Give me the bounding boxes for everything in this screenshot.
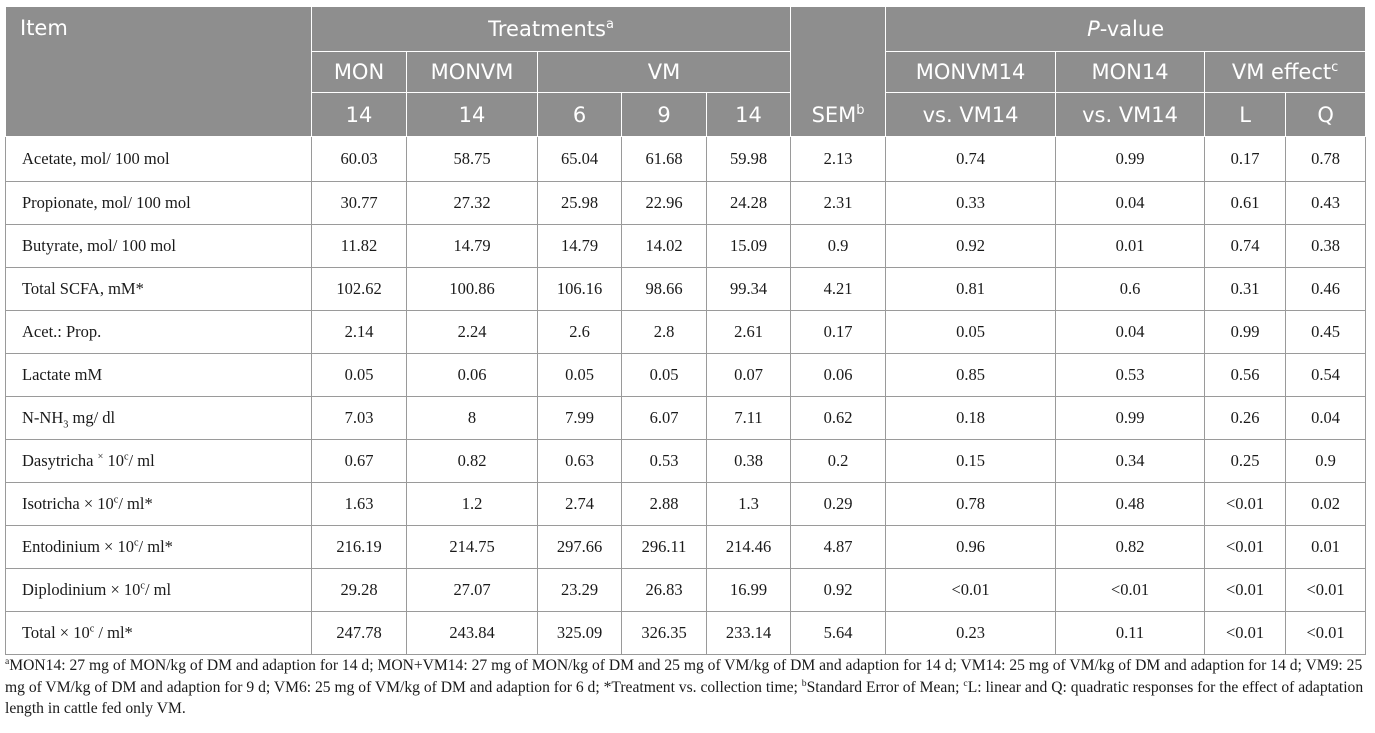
header-monvm14-vs: MONVM14 <box>886 52 1056 93</box>
table-cell: 214.46 <box>707 526 791 569</box>
row-label: Acetate, mol/ 100 mol <box>6 137 312 182</box>
table-cell: 325.09 <box>538 612 622 655</box>
table-cell: 2.74 <box>538 483 622 526</box>
table-cell: 7.11 <box>707 397 791 440</box>
table-cell: 14.79 <box>538 225 622 268</box>
header-monvm: MONVM <box>407 52 538 93</box>
table-row <box>6 311 1366 354</box>
row-label: Dasytricha × 10$^c$/ ml <box>6 440 312 483</box>
table-cell: 0.54 <box>1286 354 1366 397</box>
table-cell: 0.05 <box>538 354 622 397</box>
table-cell: 2.31 <box>791 182 886 225</box>
table-header <box>6 7 1366 137</box>
header-vm14: 14 <box>707 93 791 137</box>
table-cell: <0.01 <box>1286 612 1366 655</box>
table-cell: 0.2 <box>791 440 886 483</box>
table-cell: 1.63 <box>312 483 407 526</box>
table-cell: 0.23 <box>886 612 1056 655</box>
table-cell: 24.28 <box>707 182 791 225</box>
header-mon14-vs-line2: vs. VM14 <box>1056 93 1205 137</box>
table-cell: 0.53 <box>1056 354 1205 397</box>
table-cell: <0.01 <box>1286 569 1366 612</box>
row-label: Total × $10^c / ml*$ <box>6 612 312 655</box>
table-cell: 1.2 <box>407 483 538 526</box>
table-cell: 23.29 <box>538 569 622 612</box>
table-cell: 60.03 <box>312 137 407 182</box>
table-cell: 0.01 <box>1286 526 1366 569</box>
table-row <box>6 268 1366 311</box>
table-cell: 0.45 <box>1286 311 1366 354</box>
header-monvm14: 14 <box>407 93 538 137</box>
table-cell: 2.14 <box>312 311 407 354</box>
table-cell: 7.03 <box>312 397 407 440</box>
table-cell: 7.99 <box>538 397 622 440</box>
table-cell: 4.87 <box>791 526 886 569</box>
table-cell: 0.34 <box>1056 440 1205 483</box>
row-label: Entodinium × $10^c/$ ml* <box>6 526 312 569</box>
table-cell: 14.02 <box>622 225 707 268</box>
table-row <box>6 526 1366 569</box>
table-cell: 247.78 <box>312 612 407 655</box>
table-cell: 100.86 <box>407 268 538 311</box>
table-cell: 0.74 <box>886 137 1056 182</box>
row-label: Isotricha × $10^c/$ ml* <box>6 483 312 526</box>
table-row <box>6 569 1366 612</box>
header-mon14-vs: MON14 <box>1056 52 1205 93</box>
table-cell: 25.98 <box>538 182 622 225</box>
table-row <box>6 483 1366 526</box>
header-quadratic: Q <box>1286 93 1366 137</box>
table-cell: 11.82 <box>312 225 407 268</box>
header-monvm14-vs-line2: vs. VM14 <box>886 93 1056 137</box>
header-mon: MON <box>312 52 407 93</box>
table-cell: 29.28 <box>312 569 407 612</box>
results-table <box>5 6 1366 655</box>
row-label: Diplodinium × $10^c/$ ml <box>6 569 312 612</box>
table-cell: <0.01 <box>1205 569 1286 612</box>
table-cell: 27.07 <box>407 569 538 612</box>
table-cell: 0.46 <box>1286 268 1366 311</box>
table-cell: 0.6 <box>1056 268 1205 311</box>
table-cell: 22.96 <box>622 182 707 225</box>
table-cell: 15.09 <box>707 225 791 268</box>
table-cell: 0.99 <box>1205 311 1286 354</box>
table-cell: 16.99 <box>707 569 791 612</box>
table-cell: <0.01 <box>1056 569 1205 612</box>
row-label: Acet.: Prop. <box>6 311 312 354</box>
table-cell: 2.8 <box>622 311 707 354</box>
header-item: Item <box>6 7 312 137</box>
table-cell: 0.05 <box>622 354 707 397</box>
table-row <box>6 440 1366 483</box>
header-mon14: 14 <box>312 93 407 137</box>
table-cell: <0.01 <box>1205 526 1286 569</box>
table-cell: 0.38 <box>707 440 791 483</box>
table-row <box>6 225 1366 268</box>
table-cell: 0.74 <box>1205 225 1286 268</box>
table-cell: 106.16 <box>538 268 622 311</box>
header-vm6: 6 <box>538 93 622 137</box>
table-footnote: $^a$MON14: 27 mg of MON/kg of DM and adaption for 14 d; MON+VM14: 27 mg of MON/kg of DM and 25 mg of VM/kg of DM and adaption for 14 d; VM14: 25 mg of VM/kg of DM and adaption for 14 d; VM9: 25 mg of VM/kg of DM and adaption for 9 d; VM6: 25 mg of VM/kg of DM and adaption for 6 d; *Treatment vs. collection time; $^b$Standard Error of Mean; $^c$L: linear and Q: quadratic responses for the effect of adaptation length in cattle fed only VM. <box>5 655 1364 717</box>
table-cell: <0.01 <box>1205 483 1286 526</box>
table-cell: 0.25 <box>1205 440 1286 483</box>
table-cell: 0.61 <box>1205 182 1286 225</box>
table-cell: 0.99 <box>1056 397 1205 440</box>
table-cell: 0.38 <box>1286 225 1366 268</box>
table-cell: 0.17 <box>1205 137 1286 182</box>
table-row <box>6 397 1366 440</box>
table-cell: 0.96 <box>886 526 1056 569</box>
table-cell: 8 <box>407 397 538 440</box>
table-cell: 0.48 <box>1056 483 1205 526</box>
header-vm: VM <box>538 52 791 93</box>
table-cell: 0.63 <box>538 440 622 483</box>
table-row <box>6 182 1366 225</box>
table-cell: 0.02 <box>1286 483 1366 526</box>
table-cell: 0.85 <box>886 354 1056 397</box>
table-cell: 0.33 <box>886 182 1056 225</box>
header-vm9: 9 <box>622 93 707 137</box>
table-cell: <0.01 <box>886 569 1056 612</box>
table-cell: 0.01 <box>1056 225 1205 268</box>
table-cell: 0.67 <box>312 440 407 483</box>
table-cell: <0.01 <box>1205 612 1286 655</box>
table-cell: 233.14 <box>707 612 791 655</box>
table-cell: 0.26 <box>1205 397 1286 440</box>
header-p-value: P-value <box>886 7 1366 52</box>
table-cell: 30.77 <box>312 182 407 225</box>
header-sem: SEM$^b$ <box>791 7 886 137</box>
table-cell: 1.3 <box>707 483 791 526</box>
table-cell: 102.62 <box>312 268 407 311</box>
header-vm-effect: VM effect$^c$ <box>1205 52 1366 93</box>
table-cell: 0.04 <box>1286 397 1366 440</box>
table-row <box>6 612 1366 655</box>
table-cell: 214.75 <box>407 526 538 569</box>
table-cell: 2.88 <box>622 483 707 526</box>
table-cell: 98.66 <box>622 268 707 311</box>
table-cell: 0.11 <box>1056 612 1205 655</box>
table-cell: 0.04 <box>1056 182 1205 225</box>
table-cell: 0.29 <box>791 483 886 526</box>
table-row <box>6 137 1366 182</box>
row-label: Propionate, mol/ 100 mol <box>6 182 312 225</box>
table-cell: 2.24 <box>407 311 538 354</box>
table-cell: 297.66 <box>538 526 622 569</box>
table-cell: 0.07 <box>707 354 791 397</box>
table-cell: 0.05 <box>312 354 407 397</box>
table-cell: 2.13 <box>791 137 886 182</box>
table-cell: 14.79 <box>407 225 538 268</box>
table-cell: 0.78 <box>886 483 1056 526</box>
table-body <box>6 137 1366 655</box>
table-cell: 59.98 <box>707 137 791 182</box>
header-treatments: Treatments$^a$ <box>312 7 791 52</box>
table-cell: 0.53 <box>622 440 707 483</box>
table-cell: 4.21 <box>791 268 886 311</box>
table-cell: 0.99 <box>1056 137 1205 182</box>
table-cell: 26.83 <box>622 569 707 612</box>
table-cell: 0.9 <box>1286 440 1366 483</box>
table-cell: 27.32 <box>407 182 538 225</box>
table-cell: 0.62 <box>791 397 886 440</box>
table-cell: 0.04 <box>1056 311 1205 354</box>
table-cell: 0.15 <box>886 440 1056 483</box>
table-cell: 0.06 <box>407 354 538 397</box>
table-cell: 0.92 <box>791 569 886 612</box>
row-label: Lactate mM <box>6 354 312 397</box>
table-cell: 58.75 <box>407 137 538 182</box>
table-cell: 2.6 <box>538 311 622 354</box>
table-cell: 5.64 <box>791 612 886 655</box>
table-cell: 0.56 <box>1205 354 1286 397</box>
table-cell: 0.78 <box>1286 137 1366 182</box>
table-cell: 0.9 <box>791 225 886 268</box>
table-cell: 0.43 <box>1286 182 1366 225</box>
table-cell: 326.35 <box>622 612 707 655</box>
table-cell: 65.04 <box>538 137 622 182</box>
table-cell: 0.92 <box>886 225 1056 268</box>
table-cell: 0.81 <box>886 268 1056 311</box>
table-cell: 243.84 <box>407 612 538 655</box>
table-cell: 0.82 <box>407 440 538 483</box>
table-cell: 0.82 <box>1056 526 1205 569</box>
table-row <box>6 354 1366 397</box>
row-label: $N-NH_3$ mg/ dl <box>6 397 312 440</box>
table-cell: 0.06 <box>791 354 886 397</box>
table-cell: 6.07 <box>622 397 707 440</box>
table-cell: 0.17 <box>791 311 886 354</box>
table-cell: 0.31 <box>1205 268 1286 311</box>
row-label: Butyrate, mol/ 100 mol <box>6 225 312 268</box>
table-cell: 296.11 <box>622 526 707 569</box>
table-cell: 216.19 <box>312 526 407 569</box>
table-cell: 2.61 <box>707 311 791 354</box>
table-cell: 0.05 <box>886 311 1056 354</box>
header-linear: L <box>1205 93 1286 137</box>
table-cell: 0.18 <box>886 397 1056 440</box>
row-label: Total SCFA, mM* <box>6 268 312 311</box>
table-cell: 99.34 <box>707 268 791 311</box>
table-cell: 61.68 <box>622 137 707 182</box>
